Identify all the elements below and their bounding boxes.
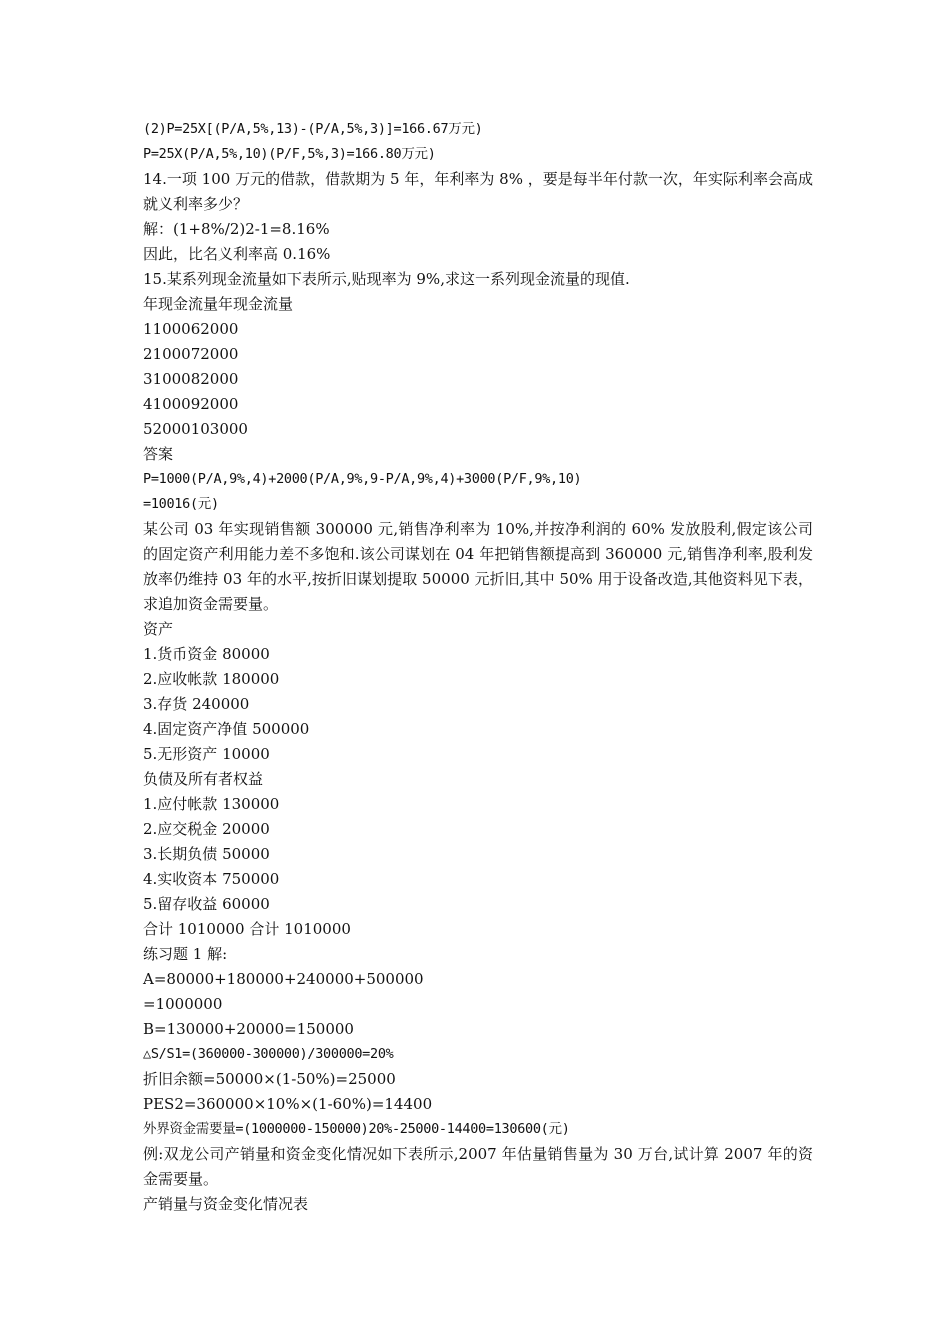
asset-item: 3.存货 240000 bbox=[143, 695, 250, 713]
table-row-line: 4100092000 bbox=[143, 395, 239, 413]
answer-heading: 答案 bbox=[143, 445, 174, 463]
table-header-line: 年现金流量年现金流量 bbox=[143, 295, 294, 313]
formula-line: =10016(元) bbox=[143, 496, 219, 512]
formula-line: P=25X(P/A,5%,10)(P/F,5%,3)=166.80万元) bbox=[143, 146, 436, 162]
solution-heading: 练习题 1 解: bbox=[143, 945, 228, 963]
table-row-line: 3100082000 bbox=[143, 370, 239, 388]
table-row-line: 52000103000 bbox=[143, 420, 248, 438]
table-title: 产销量与资金变化情况表 bbox=[143, 1195, 309, 1213]
calc-line: B=130000+20000=150000 bbox=[143, 1020, 354, 1038]
calc-line: 折旧余额=50000×(1-50%)=25000 bbox=[143, 1070, 396, 1088]
question-15: 15.某系列现金流量如下表所示,贴现率为 9%,求这一系列现金流量的现值. bbox=[143, 270, 630, 288]
text-line: 解：(1+8%/2)2-1=8.16% bbox=[143, 220, 330, 238]
formula-line: (2)P=25X[(P/A,5%,13)-(P/A,5%,3)]=166.67万元) bbox=[143, 121, 483, 137]
liability-item: 1.应付帐款 130000 bbox=[143, 795, 280, 813]
formula-line: P=1000(P/A,9%,4)+2000(P/A,9%,9-P/A,9%,4)+3000(P/F,9%,10) bbox=[143, 471, 582, 487]
calc-line: =1000000 bbox=[143, 995, 223, 1013]
calc-line: 外界资金需要量=(1000000-150000)20%-25000-14400=130600(元) bbox=[143, 1121, 570, 1137]
calc-line: PES2=360000×10%×(1-60%)=14400 bbox=[143, 1095, 433, 1113]
liability-item: 3.长期负债 50000 bbox=[143, 845, 270, 863]
text-line: 因此，比名义利率高 0.16% bbox=[143, 245, 331, 263]
totals-line: 合计 1010000 合计 1010000 bbox=[143, 920, 351, 938]
calc-line: △S/S1=(360000-300000)/300000=20% bbox=[143, 1046, 394, 1062]
asset-item: 1.货币资金 80000 bbox=[143, 645, 270, 663]
example-problem: 例:双龙公司产销量和资金变化情况如下表所示,2007 年估量销售量为 30 万台,试计算 2007 年的资金需要量。 bbox=[143, 1145, 813, 1188]
liability-item: 4.实收资本 750000 bbox=[143, 870, 280, 888]
table-row-line: 2100072000 bbox=[143, 345, 239, 363]
table-row-line: 1100062000 bbox=[143, 320, 239, 338]
calc-line: A=80000+180000+240000+500000 bbox=[143, 970, 424, 988]
asset-item: 4.固定资产净值 500000 bbox=[143, 720, 310, 738]
company-problem: 某公司 03 年实现销售额 300000 元,销售净利率为 10%,并按净利润的 60% 发放股利,假定该公司的固定资产利用能力差不多饱和.该公司谋划在 04 年把销售额提高到 360000 元,销售净利率,股利发放率仍维持 03 年的水平,按折旧谋划提取 50000 元折旧,其中 50% 用于设备改造,其他资料见下表，求追加资金需要量。 bbox=[143, 520, 813, 613]
assets-heading: 资产 bbox=[143, 620, 174, 638]
liability-item: 2.应交税金 20000 bbox=[143, 820, 270, 838]
asset-item: 5.无形资产 10000 bbox=[143, 745, 270, 763]
asset-item: 2.应收帐款 180000 bbox=[143, 670, 280, 688]
question-14: 14.一项 100 万元的借款，借款期为 5 年，年利率为 8% ，要是每半年付款一次，年实际利率会高成就义利率多少？ bbox=[143, 170, 813, 213]
liabilities-heading: 负债及所有者权益 bbox=[143, 770, 264, 788]
liability-item: 5.留存收益 60000 bbox=[143, 895, 270, 913]
document-body bbox=[143, 117, 813, 1217]
